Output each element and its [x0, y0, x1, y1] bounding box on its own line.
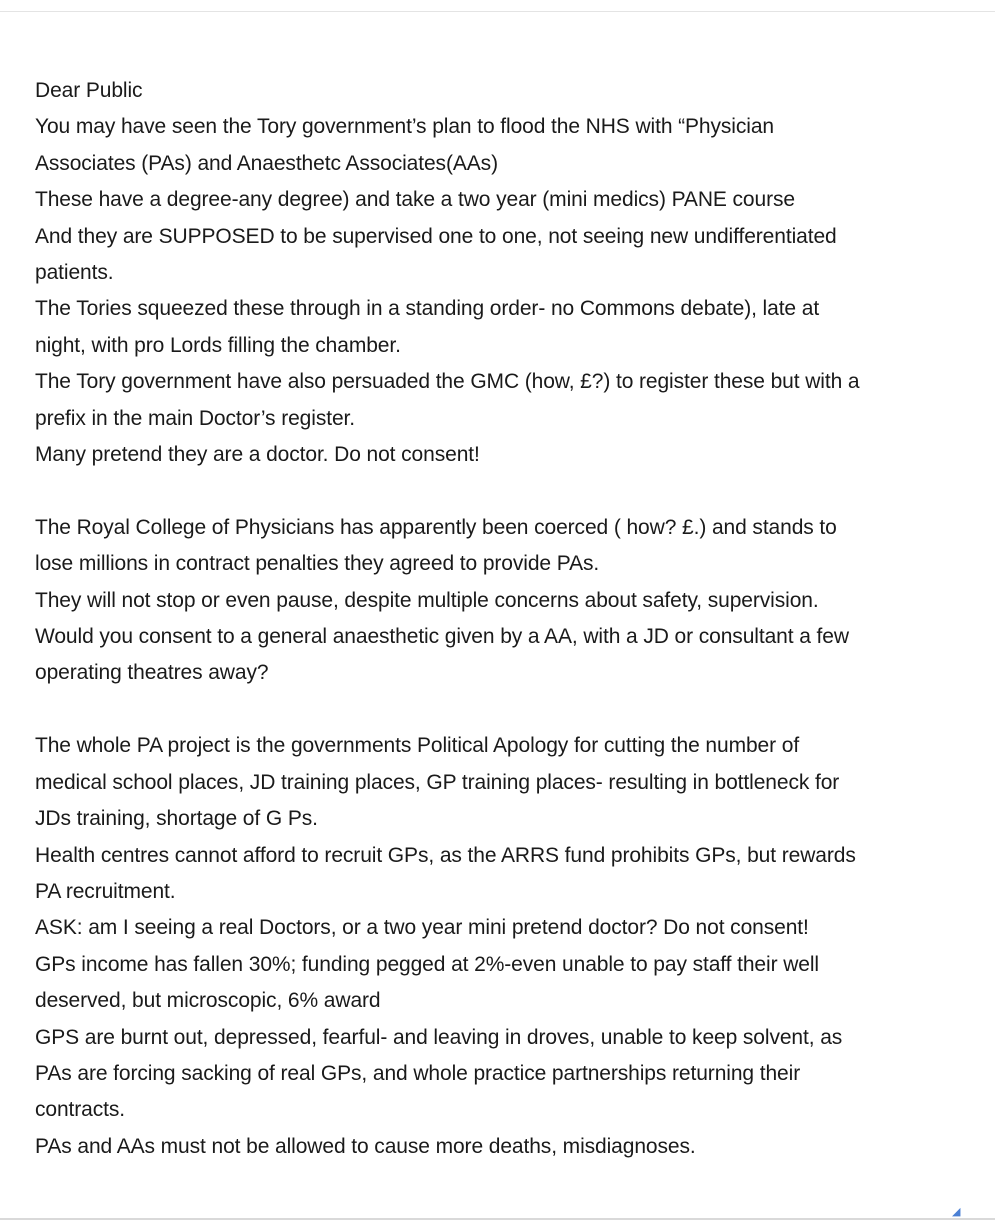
text-line: Dear Public — [35, 79, 143, 102]
text-line: PA recruitment. — [35, 879, 176, 903]
text-line: Health centres cannot afford to recruit GPs, as the ARRS fund prohibits GPs, but rewards — [35, 843, 856, 867]
text-line: These have a degree-any degree) and take a two year (mini medics) PANE course — [35, 188, 795, 212]
text-line: They will not stop or even pause, despite multiple concerns about safety, supervision. — [35, 588, 819, 612]
text-line: deserved, but microscopic, 6% award — [35, 989, 381, 1013]
top-divider — [0, 11, 995, 12]
text-line: lose millions in contract penalties they agreed to provide PAs. — [35, 552, 600, 576]
text-line: The Tories squeezed these through in a standing order- no Commons debate), late at — [35, 297, 820, 321]
text-line: Would you consent to a general anaesthetic given by a AA, with a JD or consultant a few — [35, 625, 849, 649]
text-line: contracts. — [35, 1098, 126, 1122]
text-line: PAs are forcing sacking of real GPs, and whole practice partnerships returning their — [35, 1061, 801, 1085]
text-line: JDs training, shortage of G Ps. — [35, 807, 318, 831]
bottom-divider — [0, 1218, 995, 1220]
text-line: night, with pro Lords filling the chamber. — [35, 333, 401, 357]
text-line: GPS are burnt out, depressed, fearful- and leaving in droves, unable to keep solvent, as — [35, 1025, 843, 1049]
resize-handle-icon: ◢ — [952, 1206, 961, 1218]
text-line: ASK: am I seeing a real Doctors, or a two year mini pretend doctor? Do not consent! — [35, 916, 809, 940]
text-line: operating theatres away? — [35, 661, 269, 685]
paragraph-royal-college — [35, 510, 990, 692]
text-line: Associates (PAs) and Anaesthetc Associates(AAs) — [35, 151, 498, 175]
text-line: And they are SUPPOSED to be supervised one to one, not seeing new undifferentiated — [35, 224, 837, 248]
paragraph-intro — [35, 73, 990, 473]
text-line: PAs and AAs must not be allowed to cause more deaths, misdiagnoses. — [35, 1134, 696, 1158]
text-line: prefix in the main Doctor’s register. — [35, 406, 355, 430]
text-line: GPs income has fallen 30%; funding pegged at 2%-even unable to pay staff their well — [35, 952, 819, 976]
text-line: You may have seen the Tory government’s plan to flood the NHS with “Physician — [35, 115, 775, 139]
text-line: The Tory government have also persuaded the GMC (how, £?) to register these but with a — [35, 370, 860, 394]
text-line: The whole PA project is the governments Political Apology for cutting the number of — [35, 734, 800, 758]
text-line: The Royal College of Physicians has apparently been coerced ( how? £.) and stands to — [35, 515, 837, 539]
text-line: patients. — [35, 261, 114, 285]
paragraph-pa-project — [35, 728, 990, 1165]
text-line: medical school places, JD training places, GP training places- resulting in bottleneck for — [35, 770, 840, 794]
letter-body — [35, 73, 990, 1165]
text-line: Many pretend they are a doctor. Do not consent! — [35, 443, 480, 467]
